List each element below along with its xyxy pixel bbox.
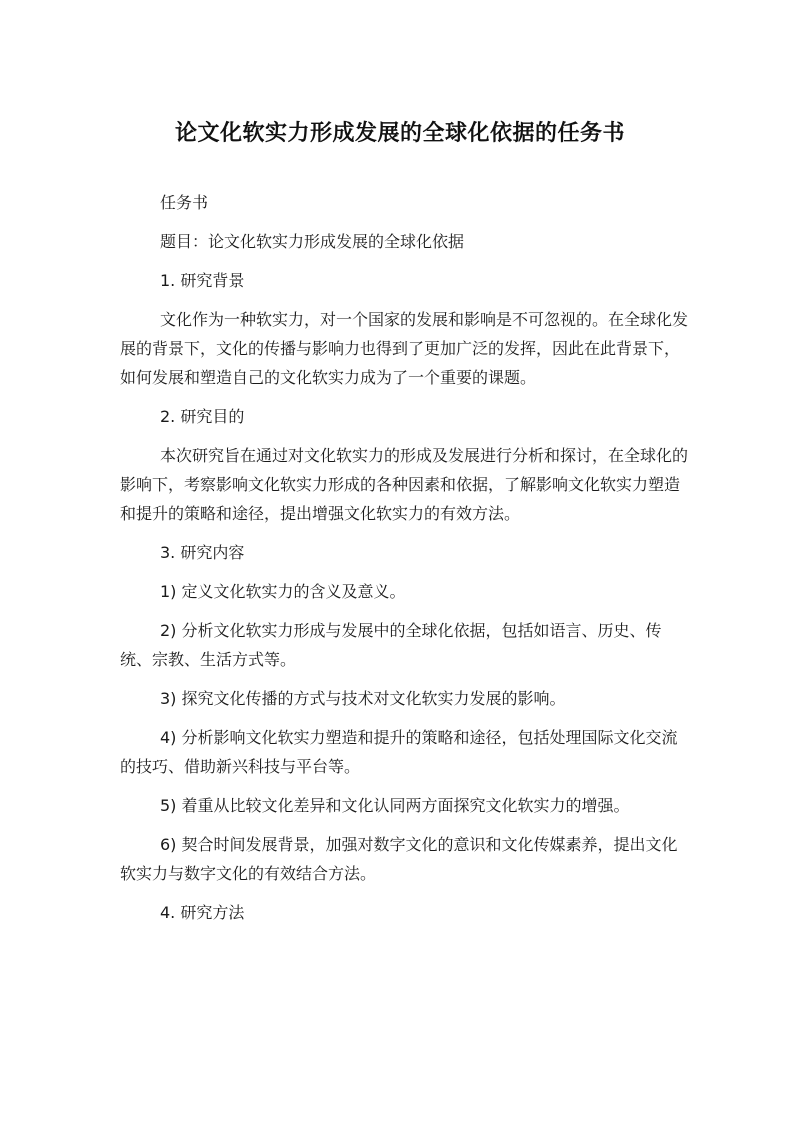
paragraph-task-label: 任务书 [160, 193, 209, 212]
paragraph-topic: 题目：论文化软实力形成发展的全球化依据 [160, 232, 465, 251]
content-item-1: 1) 定义文化软实力的含义及意义。 [160, 582, 406, 601]
paragraph-purpose: 本次研究旨在通过对文化软实力的形成及发展进行分析和探讨，在全球化的影响下，考察影响文化软实力形成的各种因素和依据，了解影响文化软实力塑造和提升的策略和途径，提出增强文化软实力的有效方法。 [120, 446, 689, 523]
document-title: 论文化软实力形成发展的全球化依据的任务书 [174, 121, 625, 146]
section-heading-method: 4. 研究方法 [160, 903, 245, 922]
section-heading-content: 3. 研究内容 [160, 543, 245, 562]
document-body [120, 188, 690, 937]
content-item-6: 6) 契合时间发展背景，加强对数字文化的意识和文化传媒素养，提出文化软实力与数字文化的有效结合方法。 [120, 835, 678, 883]
content-item-5: 5) 着重从比较文化差异和文化认同两方面探究文化软实力的增强。 [160, 796, 630, 815]
content-item-4: 4) 分析影响文化软实力塑造和提升的策略和途径，包括处理国际文化交流的技巧、借助新兴科技与平台等。 [120, 728, 678, 776]
content-item-3: 3) 探究文化传播的方式与技术对文化软实力发展的影响。 [160, 689, 566, 708]
section-heading-background: 1. 研究背景 [160, 271, 245, 290]
paragraph-background: 文化作为一种软实力，对一个国家的发展和影响是不可忽视的。在全球化发展的背景下，文化的传播与影响力也得到了更加广泛的发挥，因此在此背景下，如何发展和塑造自己的文化软实力成为了一个重要的课题。 [120, 310, 689, 387]
content-item-2: 2) 分析文化软实力形成与发展中的全球化依据，包括如语言、历史、传统、宗教、生活方式等。 [120, 621, 662, 669]
section-heading-purpose: 2. 研究目的 [160, 407, 245, 426]
